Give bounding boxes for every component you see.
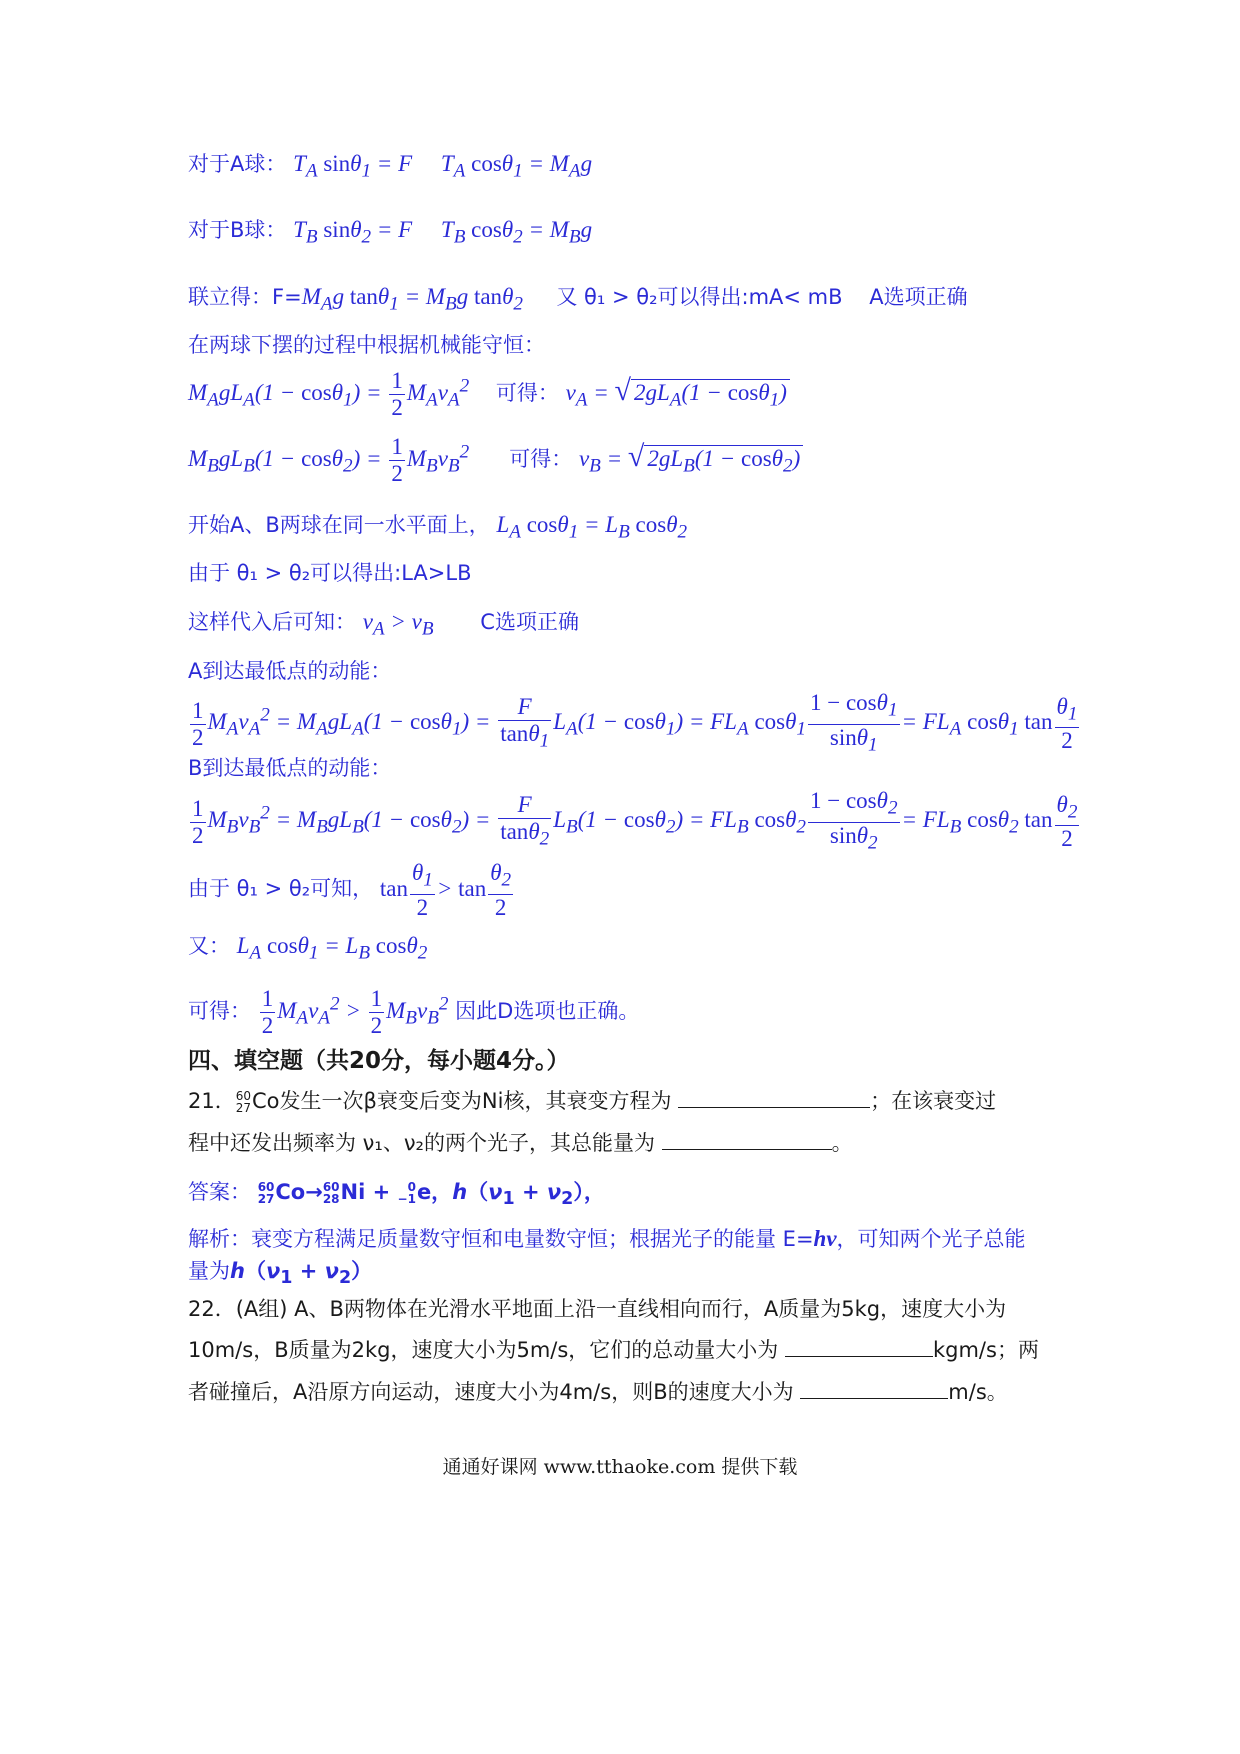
line-b-ke-formula: $\frac{1}{2}$ $M_Bv_B^2 = M_BgL_B(1 - \cos\theta_2)$ = $\frac{F}{\tan\theta_2}$ $L_B(1 - \cos\theta_2) = FL_B$ cosθ$_2$ $\frac{1 - \cos\theta_2}{\sin\theta_2}$ = $FL_B$ cosθ$_2$ tan $\frac{\theta_2}{2}$: [192, 788, 1078, 854]
question-21-line2: 程中还发出频率为 ν₁、ν₂的两个光子，其总能量为 。: [188, 1131, 853, 1155]
line-energy-intro: 在两球下摆的过程中根据机械能守恒：: [188, 333, 545, 357]
decay-equation: 60 27 Co→ 60 28 Ni + 0 −1 e，$h(\nu_1 + \nu_2)$，: [257, 1180, 605, 1210]
analysis-line1: 解析：衰变方程满足质量数守恒和电量数守恒；根据光子的能量 E=hν，可知两个光子总能: [188, 1226, 1026, 1251]
line-energy-a: $M_AgL_A(1 - \cos\theta_1)$ = $\frac{1}{2}$ $M_Av_A^2$ 可得： $v_A$ = √ $2gL_A(1 - \cos\theta_1)$: [188, 368, 790, 421]
blank-b-velocity[interactable]: [800, 1378, 948, 1399]
formula-b-ball: $T_B$ sinθ$_2$ = F $T_B$ $\cos\theta_2 = M_Bg$: [293, 217, 593, 248]
line-a-ke: A到达最低点的动能：: [188, 659, 392, 683]
line-a-ball: 对于A球： $T_A$ sinθ$_1$ = F $T_A$ $\cos\theta_1 = M_Ag$: [188, 151, 593, 182]
line-since-2: 由于 θ₁ > θ₂可知， tan $\frac{\theta_1}{2}$ > tan $\frac{\theta_2}{2}$: [188, 860, 512, 920]
line-a-ke-formula: $\frac{1}{2}$ $M_Av_A^2 = M_AgL_A(1 - \cos\theta_1)$ = $\frac{F}{\tan\theta_1}$ $L_A(1 - \cos\theta_1) = FL_A$ cosθ$_1$ $\frac{1 - \cos\theta_1}{\sin\theta_1}$ = $FL_A$ cosθ$_1$ tan $\frac{\theta_1}{2}$: [192, 690, 1078, 756]
line-since-1: 由于 θ₁ > θ₂可以得出:LA>LB: [188, 561, 472, 585]
question-21-line1: 21． 60 27 Co发生一次β衰变后变为Ni核，其衰变方程为 ；在该衰变过: [188, 1089, 997, 1115]
page-footer: 通通好课网 www.tthaoke.com 提供下载: [442, 1456, 798, 1478]
question-22-line2: 10m/s，B质量为2kg，速度大小为5m/s，它们的总动量大小为 kgm/s；两: [188, 1338, 1039, 1362]
line-b-ball: 对于B球： $T_B$ sinθ$_2$ = F $T_B$ $\cos\theta_2 = M_Bg$: [188, 217, 593, 248]
blank-total-momentum[interactable]: [785, 1336, 933, 1357]
section-heading: 四、填空题（共20分，每小题4分。）: [188, 1048, 570, 1074]
line-b-ke: B到达最低点的动能：: [188, 756, 392, 780]
question-22-line1: 22．(A组) A、B两物体在光滑水平地面上沿一直线相向而行，A质量为5kg，速度大小为: [188, 1297, 1007, 1321]
answer-line: 答案： 60 27 Co→ 60 28 Ni + 0 −1 e，$h(\nu_1 + \nu_2)$，: [188, 1180, 605, 1210]
line-combine: 联立得：$F=M_Ag$ $\tan\theta_1 = M_Bg$ tanθ$_2$ 又 θ₁ > θ₂可以得出:mA< mB A选项正确: [188, 284, 968, 315]
blank-total-energy[interactable]: [662, 1129, 832, 1150]
line-start-same: 开始A、B两球在同一水平面上， $L_A$ $\cos\theta_1 = L_B$ cosθ$_2$: [188, 512, 688, 543]
formula-combine: $M_Ag$ $\tan\theta_1 = M_Bg$ tanθ$_2$: [301, 284, 523, 315]
formula-a-ball: $T_A$ sinθ$_1$ = F $T_A$ $\cos\theta_1 = M_Ag$: [293, 151, 593, 182]
line-conclude: 可得： $\frac{1}{2}$ $M_Av_A^2$ > $\frac{1}{2}$ $M_Bv_B^2$ 因此D选项也正确。: [188, 986, 640, 1038]
blank-decay-equation[interactable]: [678, 1087, 870, 1108]
analysis-line2: 量为$h(\nu_1 + \nu_2)$: [188, 1259, 373, 1289]
cobalt-isotope: 60 27: [235, 1089, 252, 1115]
line-again: 又： $L_A$ $\cos\theta_1 = L_B$ cosθ$_2$: [188, 933, 428, 964]
line-so: 这样代入后可知： $v_A > v_B$ C选项正确: [188, 609, 579, 640]
question-22-line3: 者碰撞后，A沿原方向运动，速度大小为4m/s，则B的速度大小为 m/s。: [188, 1380, 1008, 1404]
line-energy-b: $M_BgL_B(1 - \cos\theta_2)$ = $\frac{1}{2}$ $M_Bv_B^2$ 可得： $v_B$ = √ $2gL_B(1 - \cos\theta_2)$: [188, 434, 803, 487]
